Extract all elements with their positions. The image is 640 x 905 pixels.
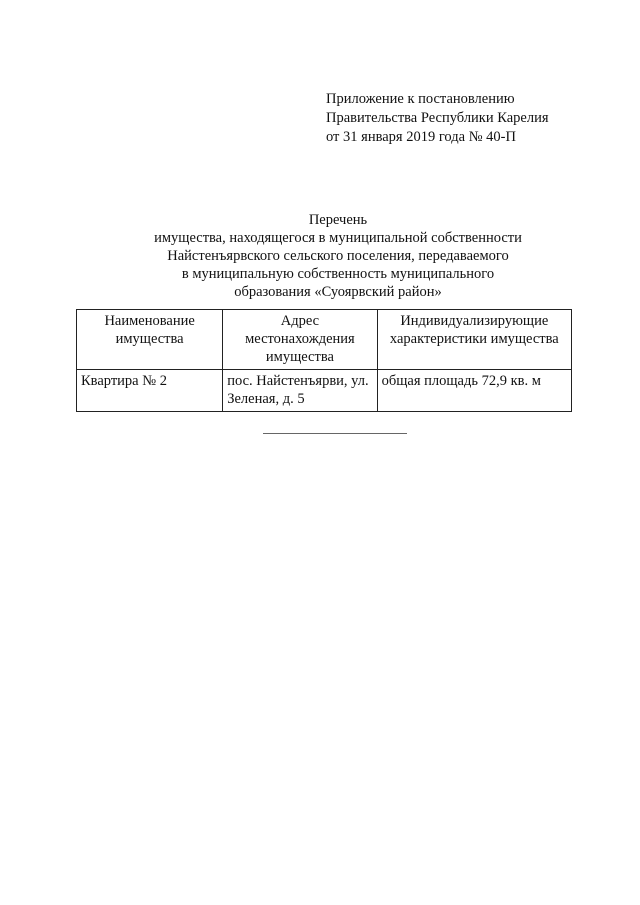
title-line-1: Перечень (308, 212, 368, 228)
table-row (77, 370, 572, 412)
header-property-address: Адрес местонахождения имущества (223, 310, 377, 370)
table-header-row (77, 310, 572, 370)
cell-property-address: пос. Найстенъярви, ул. Зеленая, д. 5 (223, 370, 377, 412)
property-table (76, 309, 572, 412)
document-title (0, 211, 640, 301)
cell-property-characteristics: общая площадь 72,9 кв. м (377, 370, 571, 412)
appendix-line-3: от 31 января 2019 года № 40-П (326, 129, 516, 145)
title-line-3: Найстенъярвского сельского поселения, передаваемого (167, 248, 509, 264)
cell-property-name: Квартира № 2 (77, 370, 223, 412)
header-property-name: Наименование имущества (77, 310, 223, 370)
appendix-note (326, 90, 549, 147)
title-line-5: образования «Суоярвский район» (234, 284, 442, 300)
separator-line (263, 433, 407, 434)
header-property-characteristics: Индивидуализирующие характеристики имущества (377, 310, 571, 370)
title-line-4: в муниципальную собственность муниципального (181, 266, 495, 282)
appendix-line-2: Правительства Республики Карелия (326, 110, 549, 126)
title-line-2: имущества, находящегося в муниципальной собственности (154, 230, 522, 246)
appendix-line-1: Приложение к постановлению (326, 91, 515, 107)
